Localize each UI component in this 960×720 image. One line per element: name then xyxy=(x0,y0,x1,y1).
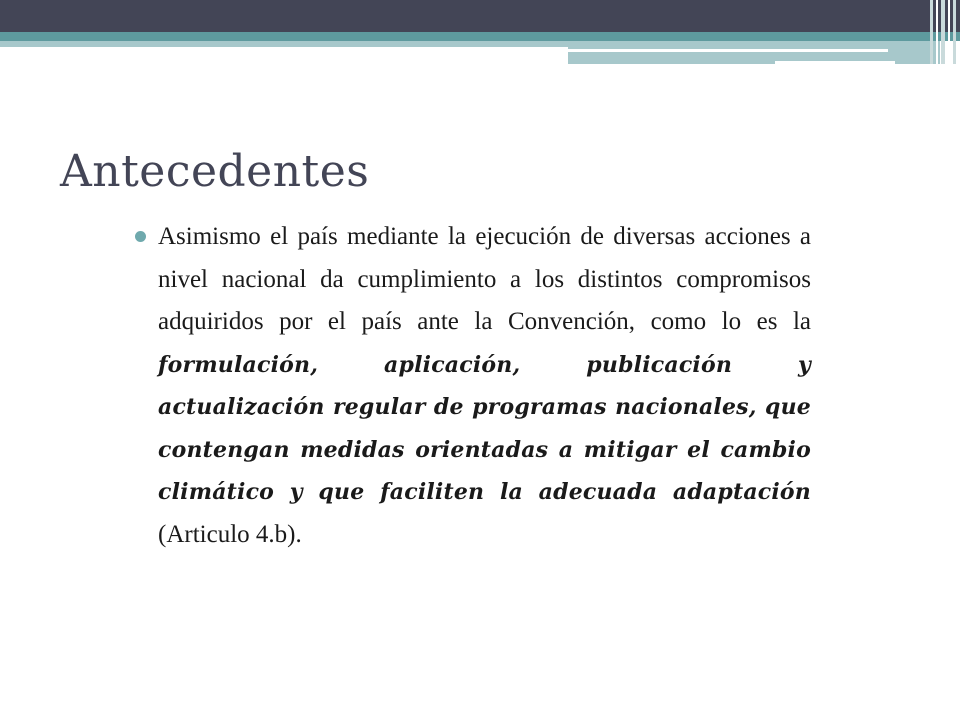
header-stripe xyxy=(953,0,956,64)
header-accent-line-lower xyxy=(775,61,895,64)
bullet-text-citation: (Articulo 4.b). xyxy=(158,520,302,548)
bullet-item xyxy=(135,216,811,556)
header-stripe xyxy=(948,0,950,64)
header-stripe xyxy=(941,0,945,64)
header-stripes xyxy=(928,0,960,64)
bullet-text-emphasis: formulación, aplicación, publicación y actualización regular de programas nacionales, que contengan medidas orientadas a mitigar el cambio climático y que faciliten la adecuada adaptación xyxy=(158,351,811,505)
bullet-dot-icon xyxy=(135,231,146,242)
header-band-dark xyxy=(0,0,960,32)
header-band-light xyxy=(0,41,568,47)
header-stripe xyxy=(930,0,933,64)
header-stripe xyxy=(936,0,938,64)
bullet-text-intro: Asimismo el país mediante la ejecución de diversas acciones a nivel nacional da cumplimiento a los distintos compromisos adquiridos por el país ante la Convención, como lo es la xyxy=(158,223,811,335)
header-accent-line xyxy=(568,49,888,52)
header-band-teal xyxy=(0,32,960,41)
slide-content xyxy=(135,216,811,556)
slide-title: Antecedentes xyxy=(60,146,370,197)
